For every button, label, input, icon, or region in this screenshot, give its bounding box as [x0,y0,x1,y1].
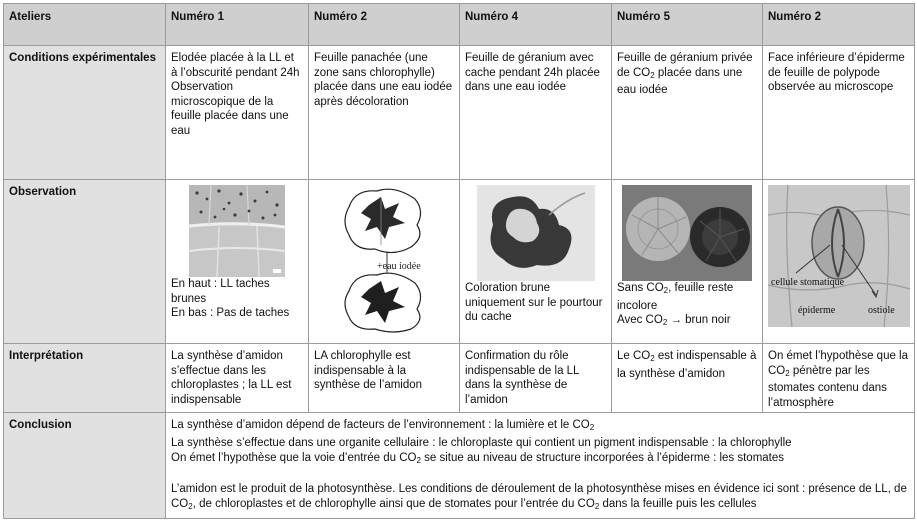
conditions-cell-5: Face inférieure d’épiderme de feuille de polypode observée au microscope [763,46,915,180]
geranium-co2-photo [622,185,752,281]
conclusion-line-2: La synthèse s’effectue dans une organite cellulaire : le chloroplaste qui contient un pigment indispensable : la chlorophylle [171,436,792,449]
stomata-micrograph [768,185,910,327]
interpretation-row [4,344,915,413]
conditions-row [4,46,915,180]
cellule-stomatique-label: cellule stomatique [771,277,845,288]
header-numero-5: Numéro 5 [612,4,763,46]
observation-cell-1 [166,180,309,344]
conditions-cell-2: Feuille panachée (une zone sans chlorophylle) placée dans une eau iodée après décoloration [309,46,460,180]
conclusion-cell [166,413,915,519]
variegated-leaf-illustration [341,185,427,333]
observation-cell-5 [763,180,915,344]
observation-cell-3 [460,180,612,344]
observation-row [4,180,915,344]
header-numero-4: Numéro 4 [460,4,612,46]
header-row [4,4,915,46]
observation-4-line-2: Avec $CO_2$ → brun noir [617,314,731,328]
conclusion-line-1: La synthèse d’amidon dépend de facteurs de l’environnement : la lumière et le $CO_2$ [171,419,595,433]
interpretation-cell-3: Confirmation du rôle indispensable de la LL dans la synthèse de l’amidon [460,344,612,413]
eau-iodee-label: +eau iodée [377,261,421,272]
interpretation-cell-1: La synthèse d’amidon s’effectue dans les chloroplastes ; la LL est indispensable [166,344,309,413]
ostiole-label: ostiole [868,305,895,316]
ateliers-table [3,3,915,519]
observation-3-text: Coloration brune uniquement sur le pourtour du cache [465,282,603,324]
conclusion-row [4,413,915,519]
observation-4-line-1: Sans $CO_2$, feuille reste incolore [617,282,734,312]
interpretation-cell-5: On émet l’hypothèse que la $CO_2$ pénètre par les stomates contenu dans l’atmosphère [763,344,915,413]
header-ateliers: Ateliers [4,4,166,46]
interpretation-cell-2: LA chlorophylle est indispensable à la synthèse de l’amidon [309,344,460,413]
conclusion-line-4: L’amidon est le produit de la photosynthèse. Les conditions de déroulement de la photosynthèse mises en évidence ici sont : présence de LL, de $CO_2$, de chloroplastes et de chlorophylle ainsi que de stomates pour l’entrée du $CO_2$ dans la feuille puis les cellules [171,483,907,511]
conclusion-label: Conclusion [4,413,166,519]
conclusion-spacer [171,468,909,482]
interpretation-label: Interprétation [4,344,166,413]
header-numero-1: Numéro 1 [166,4,309,46]
epiderme-label: épiderme [798,305,836,316]
conditions-label: Conditions expérimentales [4,46,166,180]
observation-cell-4 [612,180,763,344]
header-numero-2: Numéro 2 [309,4,460,46]
interpretation-cell-4: Le $CO_2$ est indispensable à la synthèse d’amidon [612,344,763,413]
conditions-cell-1: Elodée placée à la LL et à l’obscurité pendant 24h Observation microscopique de la feuille placée dans une eau [166,46,309,180]
observation-label: Observation [4,180,166,344]
header-numero-2b: Numéro 2 [763,4,915,46]
observation-cell-2 [309,180,460,344]
observation-1-line-2: En bas : Pas de taches [171,307,290,320]
conditions-cell-4: Feuille de géranium privée de $CO_2$ placée dans une eau iodée [612,46,763,180]
elodea-micrograph [189,185,285,277]
observation-1-line-1: En haut : LL taches brunes [171,278,270,305]
conditions-cell-3: Feuille de géranium avec cache pendant 24h placée dans une eau iodée [460,46,612,180]
conclusion-line-3: On émet l’hypothèse que la voie d’entrée du $CO_2$ se situe au niveau de structure incorporées à l’épiderme : les stomates [171,451,785,465]
geranium-cache-photo [477,185,595,281]
